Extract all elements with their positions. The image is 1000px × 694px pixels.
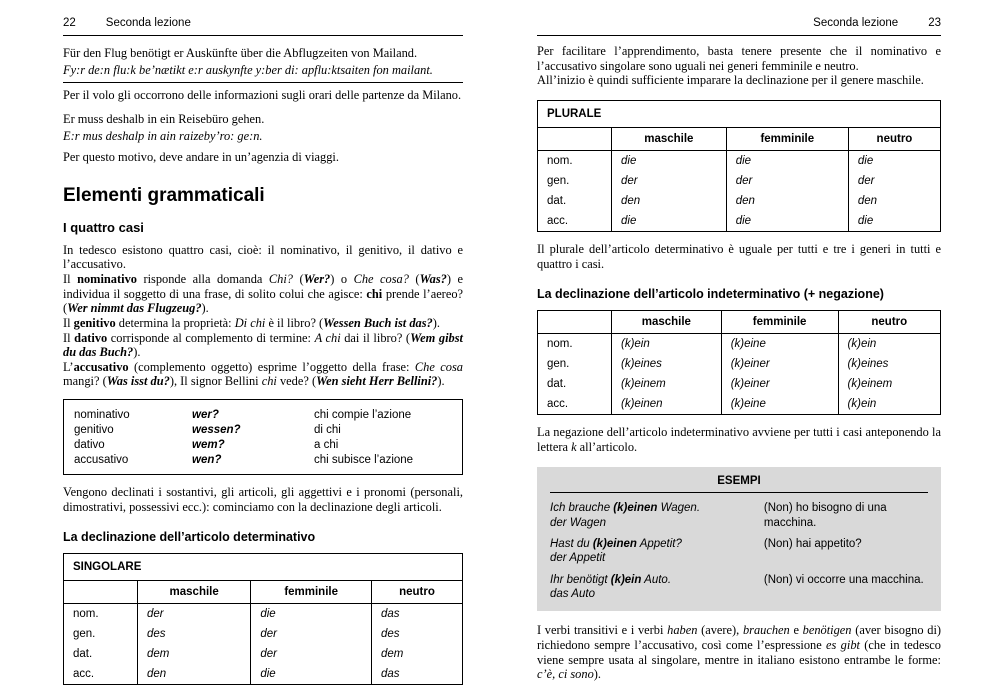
example-base-form: das Auto [550, 588, 595, 601]
paragraph: Per facilitare l’apprendimento, basta tenere presente che il nominativo e l’accusativo singolare sono uguali nei generi femminile e neutro. [537, 44, 941, 73]
running-head-left [63, 17, 463, 36]
case-label: dativo [74, 438, 105, 451]
italian-translation: Per il volo gli occorrono delle informazioni sugli orari delle partenze da Milano. [63, 88, 462, 103]
phonetic-line: E:r mus deshalp in ain raizeby’ro: ge:n. [63, 128, 263, 143]
page-number: 22 [63, 17, 76, 29]
example-sentence: Ihr benötigt (k)ein Auto. [550, 573, 672, 586]
example-base-form: der Appetit [550, 552, 606, 565]
column-header: femminile [251, 581, 372, 604]
example-translation: (Non) ho bisogno di una macchina. [763, 502, 887, 529]
case-cell: acc. [547, 398, 569, 411]
table-row: dat. dem der dem [64, 644, 463, 664]
table-row: gen. (k)eines (k)einer (k)eines [538, 354, 941, 374]
case-row [74, 437, 452, 452]
case-description: a chi [314, 438, 339, 451]
example-translation: (Non) hai appetito? [763, 537, 862, 550]
example-row [550, 537, 928, 566]
paragraph: In tedesco esistono quattro casi, cioè: il nominativo, il genitivo, il dativo e l’accusativo. [63, 242, 463, 272]
table-title: SINGOLARE [64, 554, 463, 581]
examples-box [537, 467, 941, 612]
empty-header-cell [538, 311, 612, 334]
table-row: acc. die die die [538, 211, 941, 232]
example-row [550, 573, 928, 602]
column-header: maschile [612, 311, 722, 334]
paragraph: Il dativo corrisponde al complemento di termine: A chi dai il libro? (Wem gibst du das Buch?). [63, 330, 463, 360]
intro-block [537, 44, 941, 88]
subsection-title-determinative: La declinazione dell’articolo determinativo [63, 530, 316, 545]
examples-box-title: ESEMPI [550, 474, 928, 493]
case-cell: gen. [73, 628, 96, 641]
case-question: wer? [192, 408, 219, 421]
indeterminative-declension-table [537, 310, 941, 415]
declension-note: Vengono declinati i sostantivi, gli articoli, gli aggettivi e i pronomi (personali, dimostrativi, possessivi ecc.): cominciamo con la declinazione degli articoli. [63, 485, 463, 514]
example-sentence: Hast du (k)einen Appetit? [550, 537, 682, 550]
case-cell: dat. [73, 648, 93, 661]
dialog-group [63, 46, 463, 103]
example-row [550, 501, 928, 530]
example-german [550, 501, 758, 530]
running-head-title: Seconda lezione [105, 17, 191, 29]
table-row: dat. den den den [538, 191, 941, 211]
negation-note: La negazione dell’articolo indeterminativo avviene per tutti i casi anteponendo la lettera k all’articolo. [537, 425, 941, 454]
final-note: I verbi transitivi e i verbi haben (avere), brauchen e benötigen (aver bisogno di) richiedono sempre l’accusativo, così come l’espressione es gibt (che in tedesco viene sempre usata al singolare, mentre in italiano esistono entrambe le forme: c’è, ci sono). [537, 623, 942, 682]
example-sentence: Ich brauche (k)einen Wagen. [550, 502, 701, 515]
four-cases-box [63, 399, 463, 475]
paragraph: Il genitivo determina la proprietà: Di chi è il libro? (Wessen Buch ist das?). [63, 315, 440, 330]
table-row: gen. des der des [64, 624, 463, 644]
singular-declension-table [63, 553, 463, 685]
table-row: gen. der der der [538, 171, 941, 191]
case-cell: dat. [547, 194, 567, 207]
separator-rule [63, 82, 463, 83]
german-sentence: Für den Flug benötigt er Auskünfte über die Abflugzeiten von Mailand. [63, 46, 418, 60]
case-cell: dat. [547, 378, 567, 391]
table-title: PLURALE [538, 100, 941, 127]
table-row: acc. (k)einen (k)eine (k)ein [538, 394, 941, 415]
case-cell: acc. [73, 668, 95, 681]
case-question: wen? [192, 453, 222, 466]
grammar-explanation [63, 243, 463, 389]
example-translation: (Non) vi occorre una macchina. [763, 573, 924, 586]
case-cell: acc. [547, 214, 569, 227]
subsection-title-cases: I quattro casi [63, 219, 144, 235]
subsection-title-indeterminative: La declinazione dell’articolo indeterminativo (+ negazione) [537, 287, 884, 302]
case-row [74, 407, 452, 422]
page-right [537, 17, 941, 694]
plural-note: Il plurale dell’articolo determinativo è uguale per tutti e tre i generi in tutti e quattro i casi. [537, 241, 941, 271]
case-cell: gen. [547, 174, 570, 187]
column-header: neutro [848, 127, 940, 150]
example-german [550, 537, 758, 566]
column-header: maschile [612, 127, 727, 150]
empty-header-cell [64, 581, 138, 604]
plural-declension-table [537, 100, 941, 232]
paragraph: Il nominativo risponde alla domanda Chi? (Wer?) o Che cosa? (Was?) e individua il soggetto di una frase, di solito colui che agisce: chi prende l’aereo? (Wer nimmt das Flugzeug?). [63, 272, 464, 316]
case-description: chi compie l’azione [314, 408, 412, 421]
column-header: neutro [372, 581, 463, 604]
section-title: Elementi grammaticali [63, 184, 265, 206]
case-cell: gen. [547, 358, 570, 371]
case-question: wem? [192, 438, 225, 451]
table-row: nom. die die die [538, 150, 941, 171]
german-sentence: Er muss deshalb in ein Reisebüro gehen. [63, 111, 265, 126]
example-base-form: der Wagen [550, 516, 607, 529]
case-label: nominativo [74, 408, 130, 421]
paragraph: L’accusativo (complemento oggetto) esprime l’oggetto della frase: Che cosa mangi? (Was isst du?), Il signor Bellini chi vede? (Wen sieht Herr Bellini?). [63, 359, 463, 389]
case-row [74, 452, 452, 467]
case-question: wessen? [192, 423, 241, 436]
case-cell: nom. [547, 338, 573, 351]
case-description: chi subisce l’azione [314, 453, 414, 466]
case-description: di chi [314, 423, 341, 436]
running-head-title: Seconda lezione [813, 17, 899, 29]
table-row: nom. (k)ein (k)eine (k)ein [538, 334, 941, 355]
empty-header-cell [538, 127, 612, 150]
case-cell: nom. [73, 608, 99, 621]
example-german [550, 573, 758, 602]
case-label: genitivo [74, 423, 114, 436]
column-header: neutro [838, 311, 940, 334]
table-row: dat. (k)einem (k)einer (k)einem [538, 374, 941, 394]
phonetic-line: Fy:r de:n flu:k be’nætikt e:r auskynfte y:ber di: apflu:ktsaiten fon mailant. [63, 62, 433, 77]
italian-translation: Per questo motivo, deve andare in un’agenzia di viaggi. [63, 150, 339, 165]
case-row [74, 422, 452, 437]
running-head-right [537, 17, 941, 36]
column-header: femminile [721, 311, 838, 334]
dialog-group [63, 112, 463, 165]
column-header: femminile [726, 127, 848, 150]
dialog-block [63, 46, 463, 165]
paragraph: All’inizio è quindi sufficiente imparare la declinazione per il genere maschile. [537, 73, 924, 88]
table-row: nom. der die das [64, 604, 463, 625]
case-cell: nom. [547, 154, 573, 167]
case-label: accusativo [74, 453, 129, 466]
column-header: maschile [138, 581, 251, 604]
page-left [63, 17, 463, 685]
page-number: 23 [928, 17, 941, 29]
table-row: acc. den die das [64, 664, 463, 685]
